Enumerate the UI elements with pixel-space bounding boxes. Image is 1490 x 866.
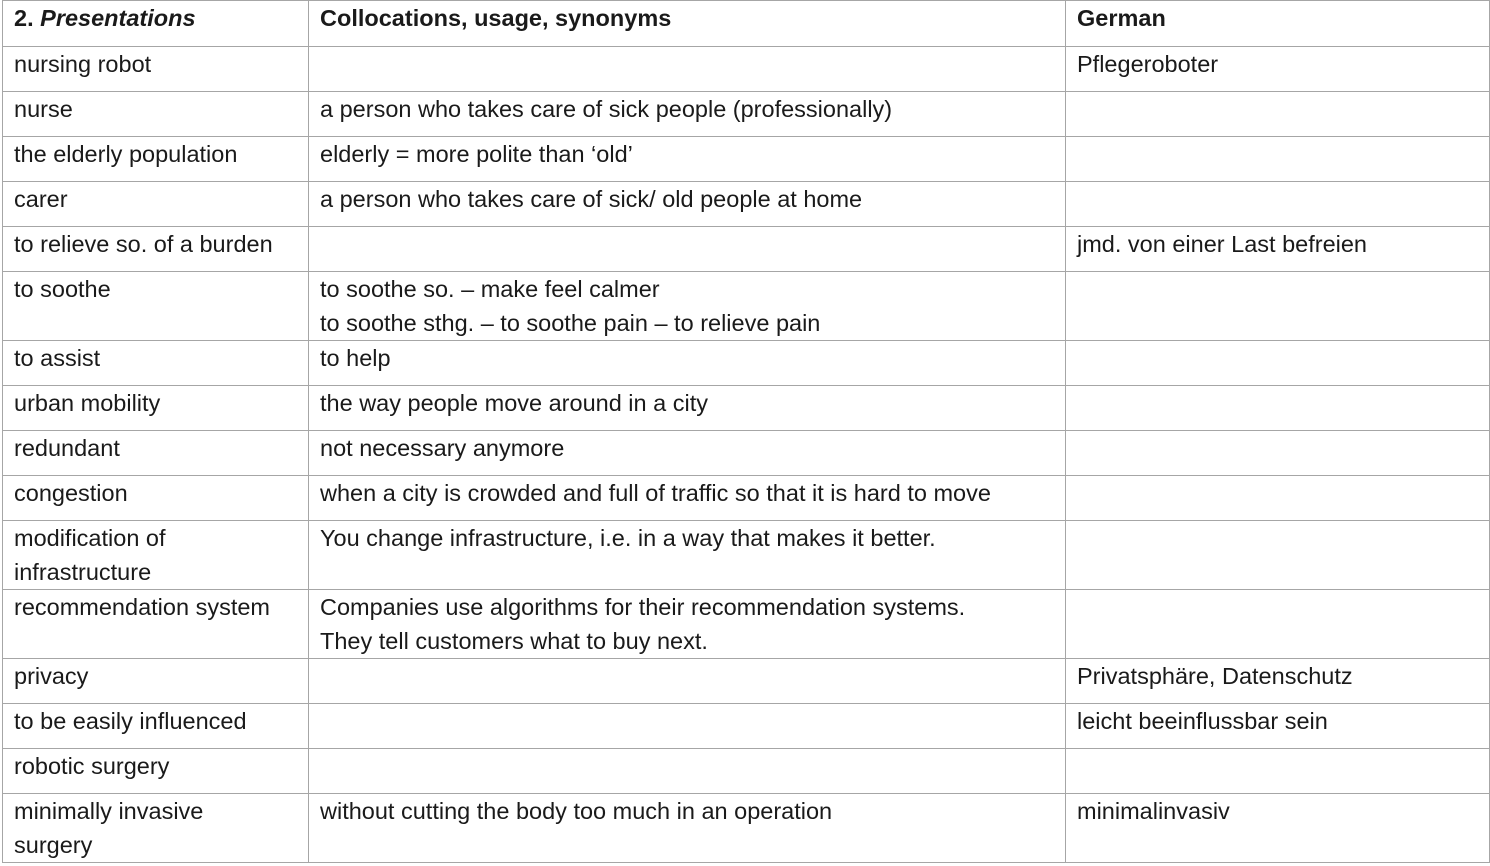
german-cell <box>1066 521 1490 590</box>
table-row <box>3 182 1490 227</box>
table-row <box>3 659 1490 704</box>
term-cell-line: the elderly population <box>14 141 238 167</box>
term-cell <box>3 341 309 386</box>
table-row <box>3 521 1490 590</box>
german-cell <box>1066 341 1490 386</box>
term-cell <box>3 431 309 476</box>
term-cell-line: robotic surgery <box>14 753 170 779</box>
usage-cell <box>309 704 1066 749</box>
table-row <box>3 227 1490 272</box>
usage-cell-line: not necessary anymore <box>320 435 565 461</box>
term-cell <box>3 476 309 521</box>
term-cell-line: to assist <box>14 345 101 371</box>
term-cell-line: redundant <box>14 435 120 461</box>
german-cell <box>1066 794 1490 863</box>
header-german-column: German <box>1066 1 1490 47</box>
german-cell <box>1066 92 1490 137</box>
table-row <box>3 749 1490 794</box>
usage-cell-line: the way people move around in a city <box>320 390 708 416</box>
table-row <box>3 590 1490 659</box>
usage-cell <box>309 47 1066 92</box>
table-row <box>3 431 1490 476</box>
table-header-row <box>3 1 1490 47</box>
term-cell-line: congestion <box>14 480 128 506</box>
german-cell <box>1066 749 1490 794</box>
usage-cell-line: to soothe so. – make feel calmer <box>320 276 660 302</box>
usage-cell <box>309 431 1066 476</box>
term-cell-line: urban mobility <box>14 390 161 416</box>
usage-cell-line: without cutting the body too much in an operation <box>320 798 833 824</box>
german-cell-line: minimalinvasiv <box>1077 798 1230 824</box>
table-row <box>3 386 1490 431</box>
usage-cell-line: Companies use algorithms for their recommendation systems. <box>320 594 966 620</box>
term-cell-line: modification of <box>14 525 166 551</box>
usage-cell <box>309 590 1066 659</box>
term-cell-line: to soothe <box>14 276 111 302</box>
term-cell-line: nursing robot <box>14 51 152 77</box>
term-cell <box>3 659 309 704</box>
german-cell <box>1066 431 1490 476</box>
table-row <box>3 272 1490 341</box>
german-cell-line: Pflegeroboter <box>1077 51 1219 77</box>
usage-cell <box>309 476 1066 521</box>
term-cell <box>3 386 309 431</box>
term-cell-line: recommendation system <box>14 594 270 620</box>
german-cell <box>1066 476 1490 521</box>
usage-cell-line: elderly = more polite than ‘old’ <box>320 141 633 167</box>
usage-cell <box>309 272 1066 341</box>
german-cell <box>1066 47 1490 92</box>
header-term-column <box>3 1 309 47</box>
table-row <box>3 341 1490 386</box>
usage-cell <box>309 659 1066 704</box>
term-cell <box>3 137 309 182</box>
term-cell <box>3 182 309 227</box>
table-row <box>3 137 1490 182</box>
table-body <box>3 47 1490 863</box>
german-cell <box>1066 659 1490 704</box>
table-row <box>3 92 1490 137</box>
german-cell <box>1066 590 1490 659</box>
german-cell-line: Privatsphäre, Datenschutz <box>1077 663 1353 689</box>
german-cell <box>1066 386 1490 431</box>
german-cell <box>1066 227 1490 272</box>
term-cell <box>3 521 309 590</box>
german-cell <box>1066 182 1490 227</box>
usage-cell-line: You change infrastructure, i.e. in a way that makes it better. <box>320 525 936 551</box>
term-cell-line: surgery <box>14 832 93 858</box>
table-row <box>3 704 1490 749</box>
usage-cell <box>309 521 1066 590</box>
table-row <box>3 47 1490 92</box>
usage-cell <box>309 92 1066 137</box>
german-cell <box>1066 704 1490 749</box>
usage-cell-line: a person who takes care of sick people (professionally) <box>320 96 893 122</box>
section-title: Presentations <box>40 5 196 31</box>
term-cell-line: infrastructure <box>14 559 152 585</box>
term-cell <box>3 272 309 341</box>
section-number: 2. <box>14 5 34 31</box>
table-row <box>3 476 1490 521</box>
usage-cell-line: when a city is crowded and full of traffic so that it is hard to move <box>320 480 991 506</box>
term-cell-line: privacy <box>14 663 89 689</box>
term-cell <box>3 92 309 137</box>
usage-cell <box>309 227 1066 272</box>
term-cell <box>3 47 309 92</box>
usage-cell <box>309 137 1066 182</box>
usage-cell-line: a person who takes care of sick/ old people at home <box>320 186 863 212</box>
term-cell-line: to be easily influenced <box>14 708 247 734</box>
usage-cell-line: to help <box>320 345 391 371</box>
term-cell <box>3 749 309 794</box>
usage-cell-line: They tell customers what to buy next. <box>320 628 708 654</box>
german-cell-line: leicht beeinflussbar sein <box>1077 708 1328 734</box>
german-cell <box>1066 272 1490 341</box>
term-cell-line: nurse <box>14 96 73 122</box>
term-cell <box>3 227 309 272</box>
table-row <box>3 794 1490 863</box>
term-cell <box>3 704 309 749</box>
term-cell <box>3 794 309 863</box>
term-cell-line: carer <box>14 186 68 212</box>
term-cell-line: minimally invasive <box>14 798 204 824</box>
usage-cell <box>309 794 1066 863</box>
german-cell-line: jmd. von einer Last befreien <box>1077 231 1367 257</box>
usage-cell <box>309 386 1066 431</box>
usage-cell <box>309 749 1066 794</box>
german-cell <box>1066 137 1490 182</box>
usage-cell <box>309 341 1066 386</box>
term-cell-line: to relieve so. of a burden <box>14 231 273 257</box>
usage-cell-line: to soothe sthg. – to soothe pain – to relieve pain <box>320 310 821 336</box>
vocabulary-table <box>2 0 1490 863</box>
header-usage-column: Collocations, usage, synonyms <box>309 1 1066 47</box>
usage-cell <box>309 182 1066 227</box>
term-cell <box>3 590 309 659</box>
